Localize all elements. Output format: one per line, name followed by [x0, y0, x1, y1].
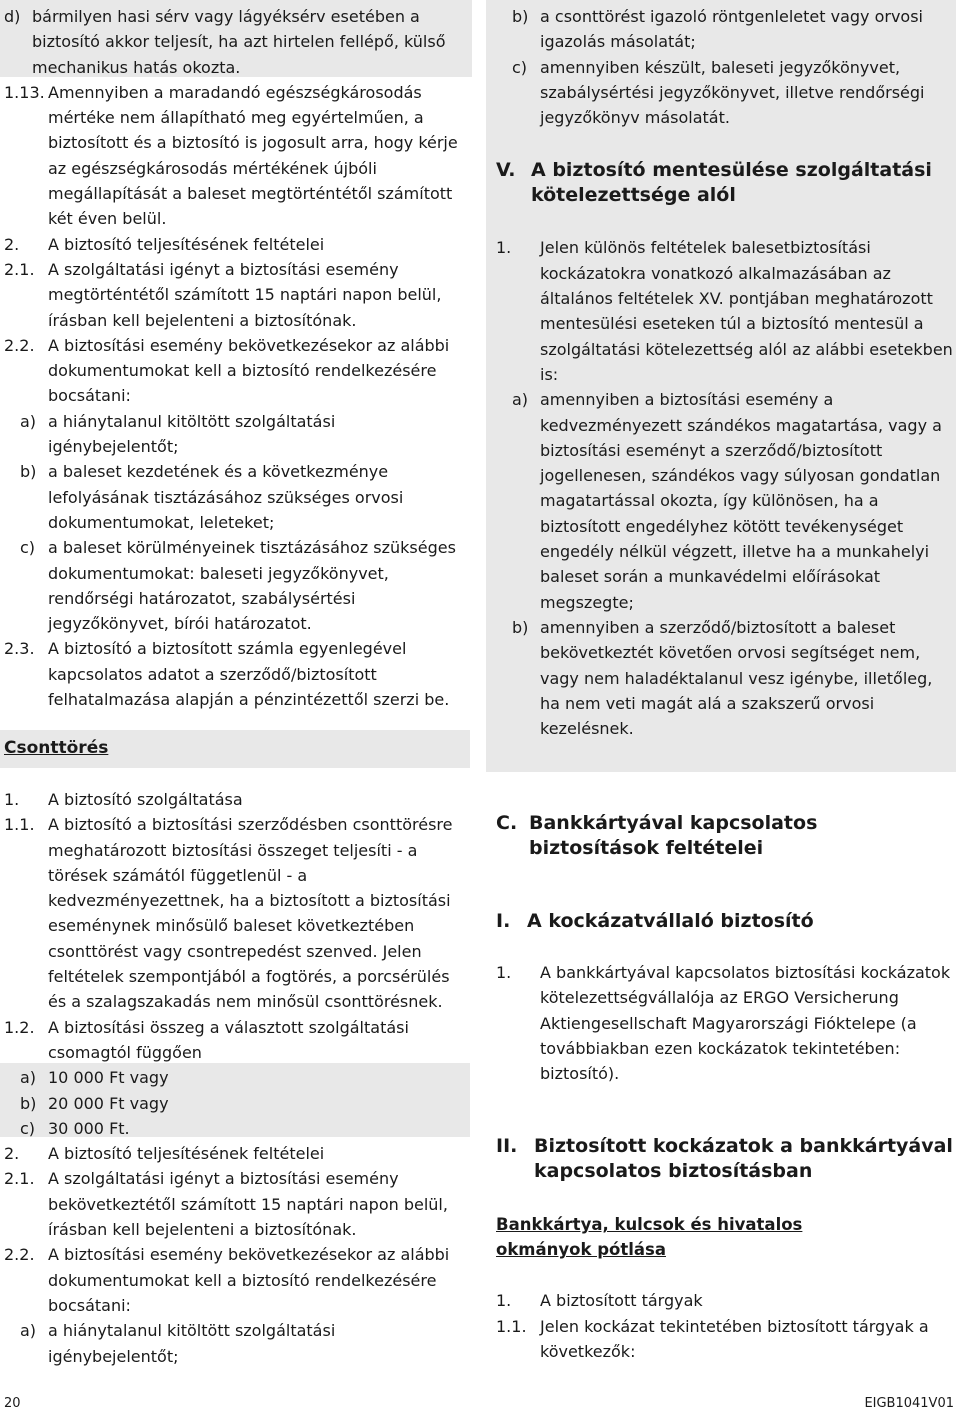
section-i-heading: I. A kockázatvállaló biztosító	[496, 910, 814, 932]
section-c-heading: C. Bankkártyával kapcsolatos biztosítások feltételei	[496, 812, 818, 859]
document-code: EIGB1041V01	[864, 1396, 954, 1411]
cs-item-1-2: 1.2. A biztosítási összeg a választott szolgáltatási csomagtól függően	[4, 1017, 409, 1062]
cs-item-a2: a) a hiánytalanul kitöltött szolgáltatási igénybejelentőt;	[20, 1321, 336, 1366]
cs-item-1: 1. A biztosító szolgáltatása	[4, 790, 243, 809]
item-a: a) a hiánytalanul kitöltött szolgáltatási igénybejelentőt;	[20, 411, 336, 457]
section-ii-heading: II. Biztosított kockázatok a bankkártyával kapcsolatos biztosításban	[496, 1135, 953, 1183]
section-v-heading: V. A biztosító mentesülése szolgáltatási kötelezettsége alól	[496, 159, 932, 207]
csonttores-section	[4, 787, 466, 1369]
cs-item-c: c) 30 000 Ft.	[20, 1118, 130, 1138]
csonttores-title: Csonttörés	[4, 738, 109, 758]
r-item-a: a) amennyiben a biztosítási esemény a kedvezményezett szándékos magatartása, vagy a biztosítási eseményt a szerződő/biztosított jogellenesen, szándékos vagy súlyosan gondatlan magatartással okozta, így különösen, ha a biztosított engedélyhez kötött tevékenységet engedély nélkül végzett, illetve ha a munkahelyi baleset során a munkavédelmi előírásokat megszegte;	[512, 390, 942, 612]
item-b: b) a baleset kezdetének és a következménye lefolyásának tisztázásához szükséges orvosi dokumentumokat, leleteket;	[20, 462, 404, 532]
right-column-bottom	[496, 811, 954, 1364]
rb-item-q1: 1. A biztosított tárgyak	[496, 1291, 703, 1311]
item-1-13: 1.13. Amennyiben a maradandó egészségkárosodás mértéke nem állapítható meg egyértelműen, a biztosított és a biztosító is jogosult arra, hogy kérje az egészségkárosodás mértékének újbóli megállapítását a baleset megtörténtétől számított két éven belül.	[4, 82, 458, 229]
cs-item-b: b) 20 000 Ft vagy	[20, 1093, 169, 1113]
r-item-b: b) a csonttörést igazoló röntgenleletet vagy orvosi igazolás másolatát;	[512, 7, 923, 52]
item-2-3: 2.3. A biztosító a biztosított számla egyenlegével kapcsolatos adatot a szerződő/biztosított felhatalmazása alapján a pénzintézettől szerzi be.	[4, 639, 450, 710]
page-number: 20	[4, 1396, 21, 1411]
bankkartya-subheading: Bankkártya, kulcsok és hivatalos okmányok pótlása	[496, 1215, 803, 1260]
r-item-c: c) amennyiben készült, baleseti jegyzőkönyvet, szabálysértési jegyzőkönyvet, illetve rendőrségi jegyzőkönyv másolatát.	[512, 57, 925, 128]
item-2-2: 2.2. A biztosítási esemény bekövetkezésekor az alábbi dokumentumokat kell a biztosító rendelkezésére bocsátani:	[4, 335, 450, 406]
rb-item-1: 1. A bankkártyával kapcsolatos biztosítási kockázatok kötelezettségvállalója az ERGO Versicherung Aktiengesellschaft Magyarországi Fióktelepe (a továbbiakban ezen kockázatok tekintetében: biztosító).	[496, 963, 951, 1084]
cs-item-2-2: 2.2. A biztosítási esemény bekövetkezésekor az alábbi dokumentumokat kell a biztosító rendelkezésére bocsátani:	[4, 1245, 450, 1315]
r-item-b2: b) amennyiben a szerződő/biztosított a baleset bekövetkeztét követően orvosi segítséget nem, vagy nem haladéktalanul vesz igénybe, illetőleg, ha nem veti magát alá a szakszerű orvosi kezelésnek.	[512, 617, 933, 739]
item-2: 2. A biztosító teljesítésének feltételei	[4, 234, 325, 254]
left-column-top	[4, 4, 466, 712]
rb-item-q11: 1.1. Jelen kockázat tekintetében biztosított tárgyak a következők:	[496, 1316, 929, 1362]
item-d: d) bármilyen hasi sérv vagy lágyéksérv esetében a biztosító akkor teljesít, ha azt hirtelen fellépő, külső mechanikus hatás okozta.	[4, 7, 446, 77]
cs-item-2-1: 2.1. A szolgáltatási igényt a biztosítási esemény bekövetkeztétől számított 15 naptári napon belül, írásban kell bejelenteni a biztosítónak.	[4, 1169, 448, 1240]
item-2-1: 2.1. A szolgáltatási igényt a biztosítási esemény megtörténtétől számított 15 naptári napon belül, írásban kell bejelenteni a biztosítónak.	[4, 259, 442, 330]
cs-item-1-1: 1.1. A biztosító a biztosítási szerződésben csonttörésre meghatározott biztosítási összeget teljesíti - a törések számától függetlenül - a kedvezményezettnek, ha a biztosított a biztosítási eseménynek minősülő baleset következtében csonttörést vagy csontrepedést szenved. Jelen feltételek szempontjából a fogtörés, a porcsérülés és a szalagszakadás nem minősül csonttörésnek.	[4, 815, 453, 1012]
cs-item-a: a) 10 000 Ft vagy	[20, 1068, 169, 1088]
cs-item-2: 2. A biztosító teljesítésének feltételei	[4, 1144, 325, 1164]
right-column-top	[496, 4, 954, 741]
item-c: c) a baleset körülményeinek tisztázásához szükséges dokumentumokat: baleseti jegyzőkönyvet, rendőrségi határozatot, szabálysértési jegyzőkönyvet, bírói határozatot.	[20, 538, 456, 634]
r-item-1: 1. Jelen különös feltételek balesetbiztosítási kockázatokra vonatkozó alkalmazásában az általános feltételek XV. pontjában meghatározott mentesülési eseteken túl a biztosító mentesül a szolgáltatási kötelezettség alól az alábbi esetekben is:	[496, 238, 953, 384]
